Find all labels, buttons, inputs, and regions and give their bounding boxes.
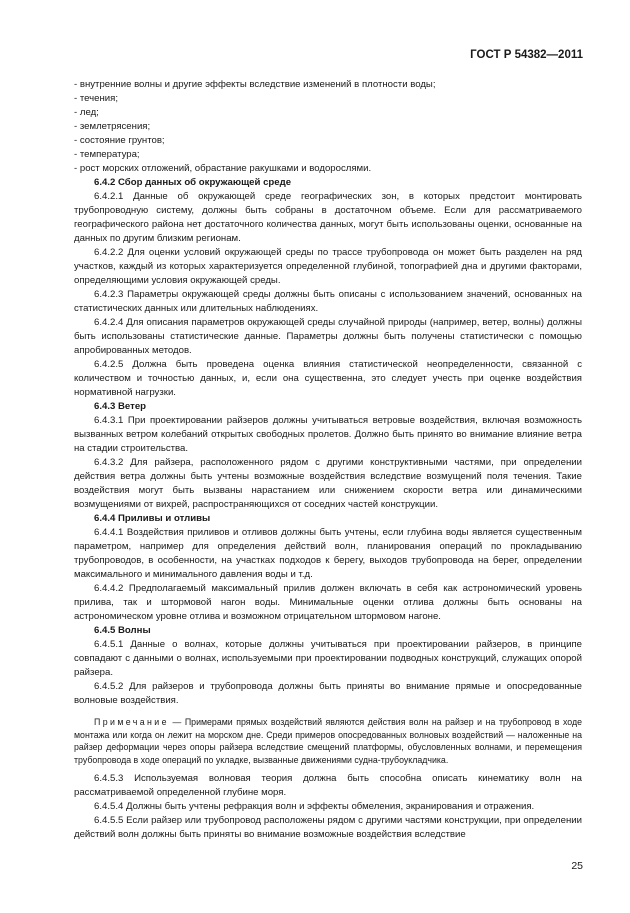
list-item: - течения;	[74, 93, 119, 104]
standard-id-header: ГОСТ Р 54382—2011	[470, 49, 583, 61]
paragraph-6-4-4-1: 6.4.4.1 Воздействия приливов и отливов должны быть учтены, если глубина воды является существенным параметром, например для определения действий волн, планирования операций по прокладыванию трубопроводов, в особенности, на участках подходов к берегу, выходов трубопровода на берег, определении максимального и минимального давления воды и т.д.	[74, 527, 582, 580]
section-heading-6-4-4: 6.4.4 Приливы и отливы	[94, 513, 211, 524]
section-heading-6-4-2: 6.4.2 Сбор данных об окружающей среде	[94, 177, 292, 188]
list-item: - рост морских отложений, обрастание ракушками и водорослями.	[74, 163, 372, 174]
hazard-list	[74, 78, 582, 176]
paragraph-6-4-4-2: 6.4.4.2 Предполагаемый максимальный прилив должен включать в себя как астрономический уровень прилива, так и штормовой нагон воды. Минимальные оценки отлива должны быть основаны на астрономическом уровне отлива и возможном отрицательном штормовом нагоне.	[74, 583, 582, 622]
page-number: 25	[571, 860, 583, 872]
paragraph-6-4-2-2: 6.4.2.2 Для оценки условий окружающей среды по трассе трубопровода он может быть разделен на ряд участков, каждый из которых характеризуется определенной глубиной, топографией дна и другими факторами, определяющими условия окружающей среды.	[74, 247, 582, 286]
note-label: Примечание	[94, 717, 169, 727]
paragraph-6-4-2-4: 6.4.2.4 Для описания параметров окружающей среды случайной природы (например, ветер, волны) должны быть использованы статистические данные. Параметры должны быть получены статистически с помощью апробированных методов.	[74, 317, 582, 356]
list-item: - землетрясения;	[74, 121, 151, 132]
paragraph-6-4-5-1: 6.4.5.1 Данные о волнах, которые должны учитываться при проектировании райзеров, в принципе совпадают с данными о волнах, используемыми при проектировании подводных конструкций, служащих опорой райзера.	[74, 639, 582, 678]
paragraph-6-4-5-5: 6.4.5.5 Если райзер или трубопровод расположены рядом с другими частями конструкции, при определении действий волн должны быть приняты во внимание возможные воздействия вследствие	[74, 815, 582, 841]
list-item: - лед;	[74, 107, 99, 118]
list-item: - температура;	[74, 149, 140, 160]
paragraph-6-4-5-3: 6.4.5.3 Используемая волновая теория должна быть способна описать кинематику волн на рассматриваемой определенной глубине моря.	[74, 773, 582, 799]
paragraph-6-4-5-2: 6.4.5.2 Для райзеров и трубопровода должны быть приняты во внимание прямые и опосредованные волновые воздействия.	[74, 681, 582, 706]
paragraph-6-4-2-5: 6.4.2.5 Должна быть проведена оценка влияния статистической неопределенности, связанной с количеством и точностью данных, и, если она существенна, это следует учесть при оценке воздействия нормативной нагрузки.	[74, 359, 582, 398]
section-heading-6-4-3: 6.4.3 Ветер	[94, 401, 147, 412]
paragraph-6-4-3-2: 6.4.3.2 Для райзера, расположенного рядом с другими конструктивными частями, при определении действия ветра должны быть учтены возможные воздействия вследствие возмущений поля течения. Такие воздействия могут быть вызваны нарастанием или снижением скорости ветра или динамическими возмущениями от вихрей, распространяющихся от соседних частей конструкции.	[74, 457, 582, 510]
note-block	[74, 716, 582, 766]
note-text: — Примерами прямых воздействий являются действия волн на райзер и на трубопровод в ходе монтажа или когда он лежит на морском дне. Среди примеров опосредованных волновых воздействий — наложенные на райзер деформации через опоры райзера вследствие смещений платформы, обусловленных волнами, и перемещения трубопровода в ходе операций по укладке, вызванные движениями судна-трубоукладчика.	[74, 717, 582, 765]
paragraph-6-4-2-3: 6.4.2.3 Параметры окружающей среды должны быть описаны с использованием значений, основанных на статистических данных или длительных наблюдениях.	[74, 289, 582, 314]
paragraph-6-4-5-4: 6.4.5.4 Должны быть учтены рефракция волн и эффекты обмеления, экранирования и отражения.	[94, 801, 535, 813]
list-item: - состояние грунтов;	[74, 135, 165, 146]
section-heading-6-4-5: 6.4.5 Волны	[94, 625, 151, 636]
list-item: - внутренние волны и другие эффекты вследствие изменений в плотности воды;	[74, 79, 436, 90]
paragraph-6-4-2-1: 6.4.2.1 Данные об окружающей среде географических зон, в которых предстоит монтировать трубопроводную систему, должны быть собраны в достаточном объеме. Если для рассматриваемого географического района нет достаточного количества данных, могут быть использованы оценки, основанные на данных по другим близким регионам.	[74, 191, 582, 244]
paragraph-6-4-3-1: 6.4.3.1 При проектировании райзеров должны учитываться ветровые воздействия, включая возможность вызванных ветром колебаний открытых свободных пролетов. Должно быть принято во внимание влияние ветра на стадии строительства.	[74, 415, 582, 454]
document-body	[74, 78, 582, 842]
